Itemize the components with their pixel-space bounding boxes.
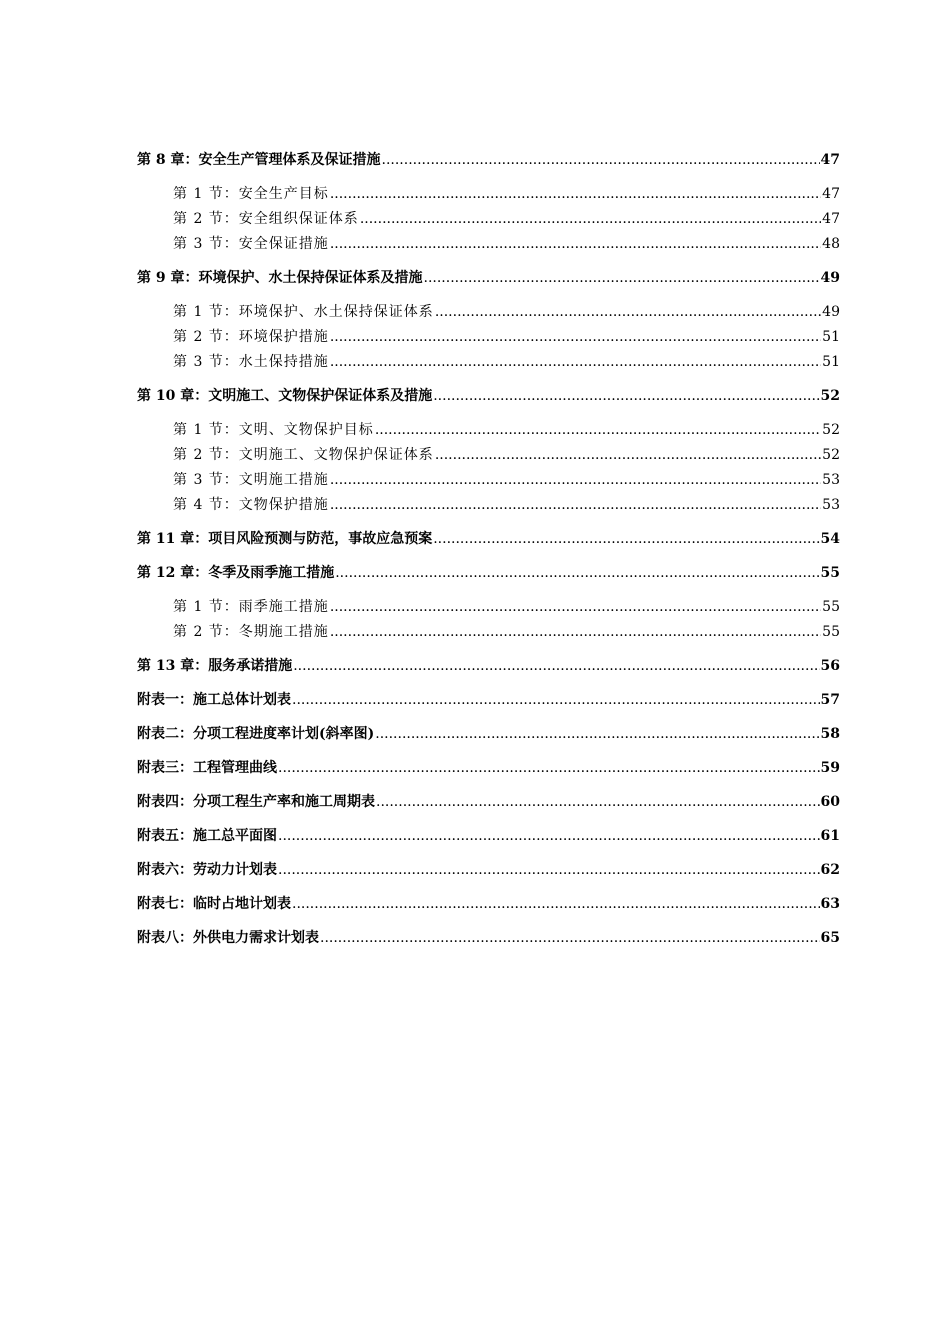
toc-entry-page: 58: [820, 726, 840, 742]
toc-appendix-4[interactable]: [137, 790, 840, 815]
toc-appendix-6[interactable]: [137, 858, 840, 883]
toc-section-10-1[interactable]: [137, 418, 840, 443]
toc-entry-title: 附表一：施工总体计划表: [137, 692, 291, 708]
toc-entry-title: 第 4 节：文物保护措施: [173, 497, 329, 513]
dot-leader: [330, 595, 821, 620]
dot-leader: [278, 824, 820, 849]
toc-entry-page: 59: [820, 760, 840, 776]
dot-leader: [330, 182, 821, 207]
toc-section-8-1[interactable]: [137, 182, 840, 207]
toc-entry-title: 附表八：外供电力需求计划表: [137, 930, 319, 946]
dot-leader: [382, 148, 820, 173]
toc-entry-page: 57: [820, 692, 840, 708]
toc-section-10-2[interactable]: [137, 443, 840, 468]
toc-section-10-3[interactable]: [137, 468, 840, 493]
toc-entry-title: 第 1 节：环境保护、水土保持保证体系: [173, 304, 434, 320]
toc-entry-page: 52: [820, 388, 840, 404]
toc-entry-title: 第 1 节：安全生产目标: [173, 186, 329, 202]
toc-appendix-1[interactable]: [137, 688, 840, 713]
toc-section-8-2[interactable]: [137, 207, 840, 232]
toc-entry-title: 附表五：施工总平面图: [137, 828, 277, 844]
dot-leader: [375, 418, 821, 443]
toc-section-9-3[interactable]: [137, 350, 840, 375]
dot-leader: [433, 527, 819, 552]
toc-entry-title: 第 10 章：文明施工、文物保护保证体系及措施: [137, 388, 433, 404]
toc-section-9-2[interactable]: [137, 325, 840, 350]
toc-entry-title: 第 3 节：安全保证措施: [173, 236, 329, 252]
dot-leader: [293, 654, 819, 679]
dot-leader: [375, 722, 819, 747]
toc-entry-page: 49: [822, 304, 840, 320]
toc-entry-title: 第 2 节：安全组织保证体系: [173, 211, 359, 227]
toc-entry-page: 55: [820, 565, 840, 581]
toc-entry-page: 47: [820, 152, 840, 168]
toc-entry-page: 61: [820, 828, 840, 844]
toc-chapter-8[interactable]: [137, 148, 840, 173]
dot-leader: [424, 266, 820, 291]
toc-entry-title: 第 8 章：安全生产管理体系及保证措施: [137, 152, 381, 168]
toc-entry-title: 附表二：分项工程进度率计划(斜率图): [137, 726, 375, 742]
dot-leader: [330, 493, 821, 518]
dot-leader: [320, 926, 820, 951]
toc-chapter-9[interactable]: [137, 266, 840, 291]
toc-entry-title: 第 1 节：雨季施工措施: [173, 599, 329, 615]
dot-leader: [330, 620, 821, 645]
toc-chapter-10[interactable]: [137, 384, 840, 409]
toc-section-8-3[interactable]: [137, 232, 840, 257]
toc-entry-page: 51: [822, 329, 840, 345]
toc-appendix-8[interactable]: [137, 926, 840, 951]
toc-entry-page: 52: [822, 422, 840, 438]
toc-entry-title: 第 2 节：环境保护措施: [173, 329, 329, 345]
dot-leader: [435, 300, 821, 325]
dot-leader: [335, 561, 819, 586]
toc-entry-page: 63: [820, 896, 840, 912]
toc-entry-title: 附表三：工程管理曲线: [137, 760, 277, 776]
toc-entry-page: 52: [822, 447, 840, 463]
toc-section-10-4[interactable]: [137, 493, 840, 518]
toc-appendix-2[interactable]: [137, 722, 840, 747]
toc-entry-page: 47: [822, 211, 840, 227]
dot-leader: [330, 350, 821, 375]
toc-appendix-3[interactable]: [137, 756, 840, 781]
toc-entry-title: 第 11 章：项目风险预测与防范，事故应急预案: [137, 531, 433, 547]
toc-entry-page: 49: [820, 270, 840, 286]
toc-entry-page: 60: [820, 794, 840, 810]
toc-entry-page: 47: [822, 186, 840, 202]
toc-entry-page: 53: [822, 472, 840, 488]
dot-leader: [278, 756, 820, 781]
toc-section-9-1[interactable]: [137, 300, 840, 325]
toc-chapter-11[interactable]: [137, 527, 840, 552]
toc-entry-page: 62: [820, 862, 840, 878]
toc-entry-page: 65: [820, 930, 840, 946]
dot-leader: [292, 892, 820, 917]
toc-entry-page: 55: [822, 599, 840, 615]
toc-entry-page: 51: [822, 354, 840, 370]
toc-entry-page: 56: [820, 658, 840, 674]
dot-leader: [278, 858, 820, 883]
table-of-contents: [137, 148, 840, 951]
toc-entry-title: 第 9 章：环境保护、水土保持保证体系及措施: [137, 270, 423, 286]
toc-chapter-12[interactable]: [137, 561, 840, 586]
toc-section-12-1[interactable]: [137, 595, 840, 620]
toc-entry-title: 附表六：劳动力计划表: [137, 862, 277, 878]
toc-entry-page: 55: [822, 624, 840, 640]
toc-entry-page: 54: [820, 531, 840, 547]
toc-entry-title: 第 1 节：文明、文物保护目标: [173, 422, 374, 438]
dot-leader: [330, 232, 821, 257]
toc-entry-page: 48: [822, 236, 840, 252]
toc-entry-title: 第 3 节：文明施工措施: [173, 472, 329, 488]
toc-entry-title: 第 13 章：服务承诺措施: [137, 658, 293, 674]
toc-entry-title: 第 2 节：文明施工、文物保护保证体系: [173, 447, 434, 463]
toc-entry-title: 附表七：临时占地计划表: [137, 896, 291, 912]
toc-entry-title: 第 12 章：冬季及雨季施工措施: [137, 565, 335, 581]
dot-leader: [433, 384, 819, 409]
toc-entry-title: 第 3 节：水土保持措施: [173, 354, 329, 370]
toc-entry-title: 第 2 节：冬期施工措施: [173, 624, 329, 640]
toc-chapter-13[interactable]: [137, 654, 840, 679]
dot-leader: [292, 688, 820, 713]
toc-entry-page: 53: [822, 497, 840, 513]
toc-entry-title: 附表四：分项工程生产率和施工周期表: [137, 794, 375, 810]
toc-section-12-2[interactable]: [137, 620, 840, 645]
dot-leader: [330, 468, 821, 493]
toc-appendix-7[interactable]: [137, 892, 840, 917]
toc-appendix-5[interactable]: [137, 824, 840, 849]
dot-leader: [360, 207, 821, 232]
dot-leader: [376, 790, 820, 815]
dot-leader: [435, 443, 821, 468]
dot-leader: [330, 325, 821, 350]
